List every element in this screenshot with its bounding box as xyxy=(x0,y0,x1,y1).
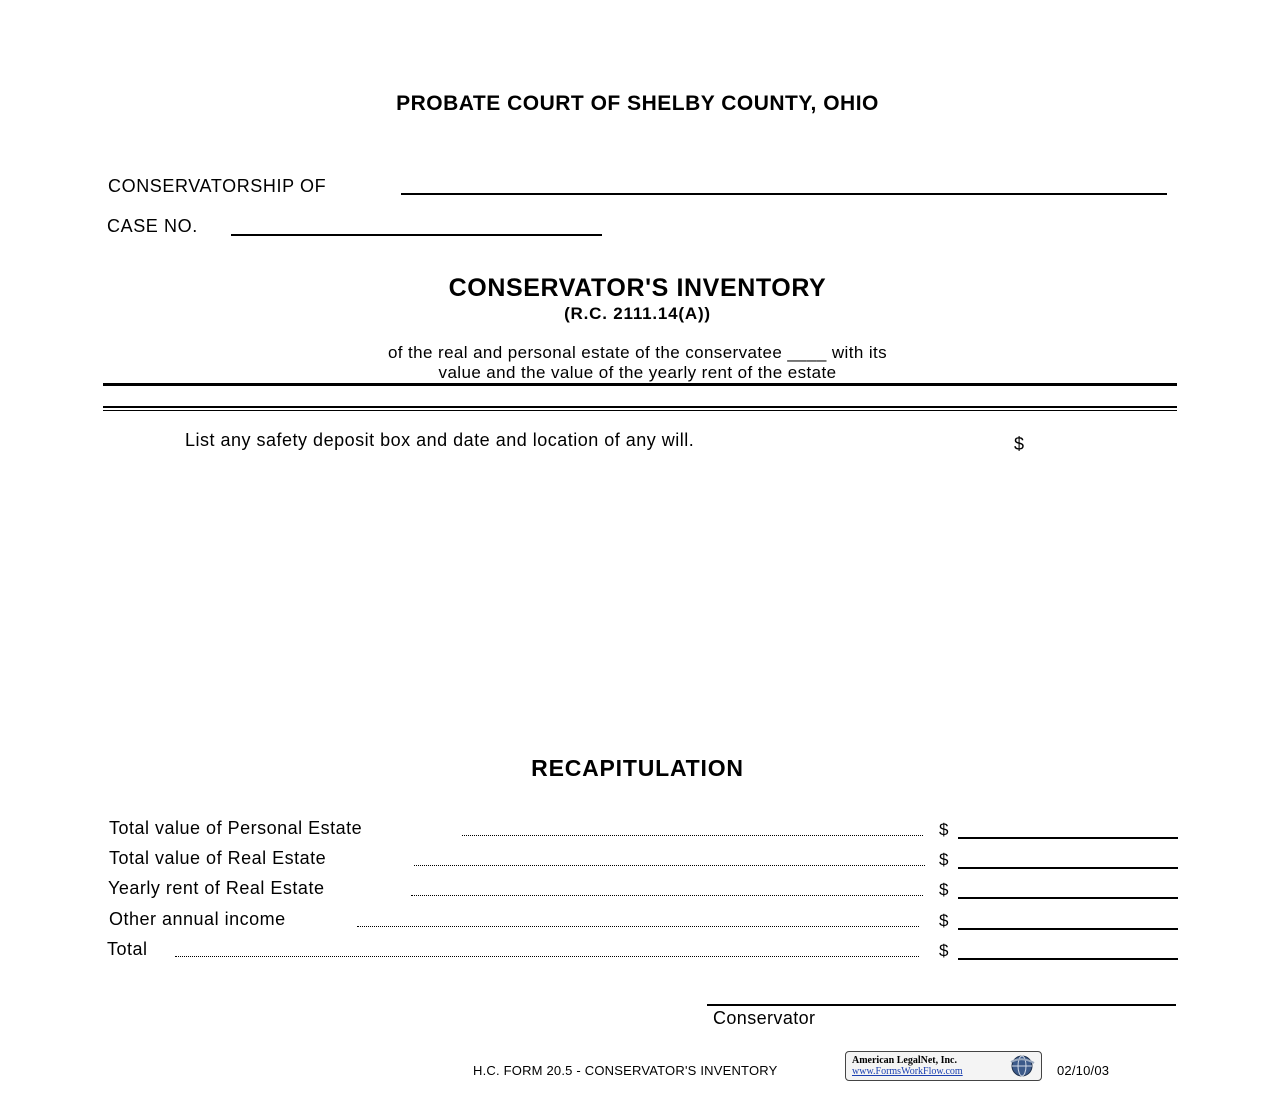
divider-double-upper xyxy=(103,406,1177,408)
leader-dots xyxy=(462,835,923,836)
leader-dots xyxy=(175,956,919,957)
real-estate-amount-field[interactable] xyxy=(958,867,1178,869)
recap-row-label: Total xyxy=(107,939,148,959)
recap-row-real-estate xyxy=(0,848,1275,872)
yearly-rent-amount-field[interactable] xyxy=(958,897,1178,899)
recap-row-label: Total value of Real Estate xyxy=(109,848,327,868)
recapitulation-title: RECAPITULATION xyxy=(531,755,744,781)
recap-row-label: Total value of Personal Estate xyxy=(109,818,363,838)
recap-row-label: Yearly rent of Real Estate xyxy=(108,878,325,898)
safety-deposit-instruction: List any safety deposit box and date and location of any will. xyxy=(185,430,695,450)
statute-reference: (R.C. 2111.14(A)) xyxy=(564,304,711,323)
conservator-signature-field[interactable] xyxy=(707,1004,1176,1006)
personal-estate-amount-field[interactable] xyxy=(958,837,1178,839)
conservatorship-label: CONSERVATORSHIP OF xyxy=(108,176,327,196)
american-legalnet-logo[interactable] xyxy=(845,1051,1042,1081)
footer-form-id: H.C. FORM 20.5 - CONSERVATOR'S INVENTORY xyxy=(473,1063,778,1078)
other-income-amount-field[interactable] xyxy=(958,928,1178,930)
globe-icon xyxy=(1007,1054,1037,1078)
footer-revision-date: 02/10/03 xyxy=(1057,1063,1110,1078)
leader-dots xyxy=(414,865,925,866)
logo-website-link[interactable]: www.FormsWorkFlow.com xyxy=(852,1066,963,1077)
value-column-dollar-sign: $ xyxy=(1014,434,1025,454)
conservatorship-name-field[interactable] xyxy=(401,193,1167,195)
divider-double-lower xyxy=(103,410,1177,411)
dollar-sign: $ xyxy=(939,820,949,839)
description-line-2: value and the value of the yearly rent of the estate xyxy=(438,363,837,382)
recap-row-other-income xyxy=(0,909,1275,933)
case-no-label: CASE NO. xyxy=(107,216,198,236)
leader-dots xyxy=(357,926,919,927)
description-line-1: of the real and personal estate of the conservatee ____ with its xyxy=(387,343,888,362)
conservator-signature-label: Conservator xyxy=(713,1008,816,1028)
recap-row-yearly-rent xyxy=(0,878,1275,902)
case-no-field[interactable] xyxy=(231,234,602,236)
recap-row-total xyxy=(0,939,1275,963)
dollar-sign: $ xyxy=(939,911,949,930)
dollar-sign: $ xyxy=(939,941,949,960)
recap-row-label: Other annual income xyxy=(109,909,286,929)
dollar-sign: $ xyxy=(939,880,949,899)
form-title: CONSERVATOR'S INVENTORY xyxy=(448,274,827,302)
court-title: PROBATE COURT OF SHELBY COUNTY, OHIO xyxy=(396,92,879,115)
recap-row-personal-estate xyxy=(0,818,1275,842)
logo-company-name: American LegalNet, Inc. xyxy=(852,1055,957,1066)
leader-dots xyxy=(411,895,923,896)
divider-top xyxy=(103,383,1177,386)
dollar-sign: $ xyxy=(939,850,949,869)
total-amount-field[interactable] xyxy=(958,958,1178,960)
